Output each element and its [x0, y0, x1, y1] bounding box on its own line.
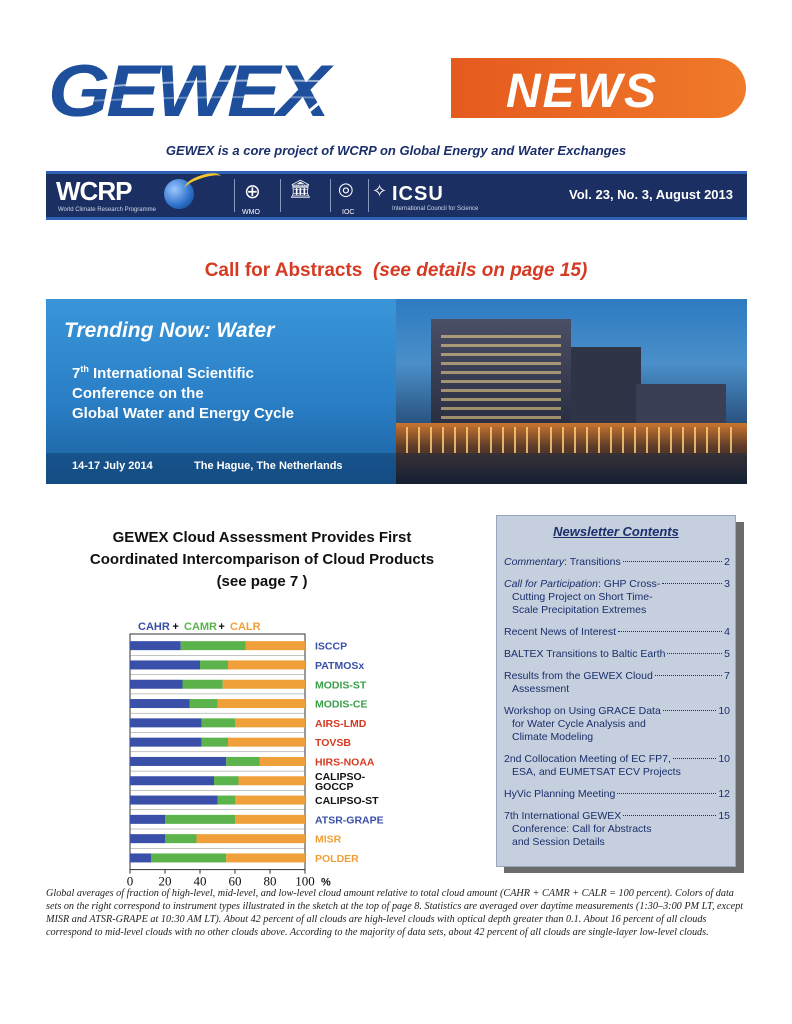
dot-leader [673, 758, 716, 759]
news-title: NEWS [506, 65, 658, 118]
conference-name [72, 359, 372, 424]
contents-item-page: 10 [718, 753, 730, 765]
bar-cahr [130, 776, 214, 785]
divider [280, 179, 281, 212]
masthead [46, 49, 746, 132]
contents-item-page: 5 [724, 648, 730, 660]
dot-leader [617, 793, 716, 794]
contents-item-title: Recent News of Interest [504, 626, 617, 638]
ioc-emblem-icon: ◎ [338, 179, 354, 199]
bar-calr [239, 776, 306, 785]
contents-item-page: 12 [718, 788, 730, 800]
category-label: MODIS-CE [315, 698, 368, 711]
contents-item-continuation: Climate Modeling [512, 731, 594, 743]
call-details: (see details on page 15) [372, 260, 588, 281]
contents-item-first-line [504, 670, 730, 683]
issue-info: Vol. 23, No. 3, August 2013 [569, 187, 733, 202]
banner-title: Trending Now: Water [64, 319, 275, 342]
bar-camr [165, 815, 235, 824]
x-tick-label: 40 [193, 873, 207, 889]
bar-camr [165, 834, 197, 843]
x-tick-label: 0 [126, 873, 134, 889]
bar-camr [202, 738, 228, 747]
bar-camr [181, 641, 246, 650]
category-label: ATSR-GRAPE [315, 814, 384, 827]
contents-item[interactable] [504, 670, 730, 696]
bar-calr [226, 853, 305, 862]
bar-cahr [130, 718, 202, 727]
contents-item-page: 7 [724, 670, 730, 682]
wmo-emblem-icon: ⊕ [244, 181, 261, 203]
conference-place: The Hague, The Netherlands [194, 460, 343, 472]
contents-item-title: 2nd Collocation Meeting of EC FP7, [504, 753, 671, 765]
tagline: GEWEX is a core project of WCRP on Global Energy and Water Exchanges [165, 143, 627, 158]
dot-leader [655, 675, 722, 676]
contents-item-continuation: Scale Precipitation Extremes [512, 604, 647, 616]
category-label: CALIPSO-ST [315, 795, 379, 808]
contents-item-continuation: for Water Cycle Analysis and [512, 718, 646, 730]
call-main: Call for Abstracts [204, 260, 363, 281]
bar-cahr [130, 834, 165, 843]
bar-camr [226, 757, 259, 766]
legend-label: CAHR [138, 621, 170, 633]
category-label: PATMOSx [315, 659, 365, 672]
dot-leader [623, 561, 722, 562]
gewex-logo-text: GEWEX [48, 49, 326, 132]
category-label: GOCCP [315, 780, 354, 793]
contents-item-continuation: Assessment [512, 683, 570, 695]
contents-item-page: 4 [724, 626, 730, 638]
contents-item[interactable] [504, 810, 730, 849]
bar-cahr [130, 641, 181, 650]
contents-item[interactable] [504, 626, 730, 639]
x-tick-label: 20 [158, 873, 172, 889]
conf-num: 7 [72, 365, 81, 382]
bar-cahr [130, 853, 151, 862]
contents-item-first-line [504, 753, 730, 766]
article-headline: GEWEX Cloud Assessment Provides First Coordinated Intercomparison of Cloud Products (see page 7 ) [89, 529, 435, 590]
contents-item-italic: Call for Participation [504, 578, 598, 590]
bar-cahr [130, 815, 165, 824]
category-label: HIRS-NOAA [315, 756, 375, 769]
contents-item[interactable] [504, 648, 730, 661]
legend-label: + [172, 621, 179, 633]
dot-leader [662, 583, 722, 584]
conf-line2: Conference on the [72, 385, 204, 402]
legend-label: + [218, 621, 225, 633]
bar-cahr [130, 660, 200, 669]
bar-calr [235, 815, 305, 824]
hotel-building [431, 319, 571, 437]
plaza-lights [406, 427, 736, 453]
contents-item-first-line [504, 788, 730, 801]
conf-line1: International Scientific [88, 365, 254, 382]
x-tick-label: 100 [295, 873, 315, 889]
bar-camr [183, 680, 223, 689]
category-label: CALIPSO- [315, 770, 366, 783]
legend-label: CALR [230, 621, 261, 633]
unesco-temple-icon: 🏛 [289, 179, 312, 199]
bar-calr [246, 641, 306, 650]
category-label: POLDER [315, 852, 359, 865]
contents-item[interactable] [504, 556, 730, 569]
x-unit-label: % [321, 876, 331, 889]
cloud-amount-chart [115, 618, 415, 889]
category-label: TOVSB [315, 737, 351, 750]
contents-item-title: Call for Participation: GHP Cross- [504, 578, 661, 590]
bar-calr [197, 834, 306, 843]
partner-bar-bottom-strip [46, 217, 747, 220]
contents-item-page: 15 [718, 810, 730, 822]
contents-item-first-line [504, 578, 730, 591]
contents-item-continuation: and Session Details [512, 836, 605, 848]
contents-item-page: 3 [724, 578, 730, 590]
bar-calr [235, 796, 305, 805]
category-label: AIRS-LMD [315, 717, 367, 730]
contents-item-title: Workshop on Using GRACE Data [504, 705, 661, 717]
contents-item-continuation: Conference: Call for Abstracts [512, 823, 652, 835]
ioc-label: IOC [342, 209, 355, 216]
dot-leader [623, 815, 716, 816]
dot-leader [618, 631, 722, 632]
bar-camr [151, 853, 226, 862]
bar-calr [228, 660, 305, 669]
call-for-abstracts [0, 260, 792, 282]
conf-sup: th [80, 364, 89, 374]
divider [368, 179, 369, 212]
icsu-logo-text: ICSU [392, 183, 444, 205]
partner-bar-top-strip [46, 171, 747, 174]
building-windows [441, 335, 561, 421]
category-label: MISR [315, 833, 342, 846]
contents-item[interactable] [504, 753, 730, 779]
contents-item-title: Results from the GEWEX Cloud [504, 670, 653, 682]
bar-camr [214, 776, 239, 785]
conf-line3: Global Water and Energy Cycle [72, 405, 295, 422]
newsletter-contents [496, 515, 736, 867]
category-label: ISCCP [315, 640, 348, 653]
dot-leader [667, 653, 722, 654]
conference-dates: 14-17 July 2014 [72, 460, 153, 472]
icsu-subtitle: International Council for Science [392, 206, 479, 212]
divider [330, 179, 331, 212]
bar-camr [202, 718, 235, 727]
contents-title: Newsletter Contents [553, 524, 679, 539]
contents-item-title: 7th International GEWEX [504, 810, 622, 822]
dot-leader [663, 710, 717, 711]
legend-label: CAMR [184, 621, 217, 633]
contents-item-title: HyVic Planning Meeting [504, 788, 616, 800]
contents-item-continuation: ESA, and EUMETSAT ECV Projects [512, 766, 681, 778]
contents-item-italic: Commentary [504, 556, 565, 568]
category-label: MODIS-ST [315, 679, 367, 692]
contents-item[interactable] [504, 705, 730, 744]
contents-item[interactable] [504, 578, 730, 617]
contents-item-first-line [504, 556, 730, 569]
partner-bar [46, 171, 747, 220]
contents-item-page: 2 [724, 556, 730, 568]
bar-camr [190, 699, 218, 708]
bar-camr [200, 660, 228, 669]
bar-calr [260, 757, 306, 766]
figure-caption: Global averages of fraction of high-level, mid-level, and low-level cloud amount relative to total cloud amount (CAHR + CAMR + CALR = 100 percent). Colors of data sets on the right correspond to instrument types illustrated in the sketch at the top of page 8. Statistics are averaged over daytime measurements (1:30–3:00 PM LT, except MISR and ATSR-GRAPE at 10:30 AM LT). About 42 percent of all clouds are high-level clouds with optical depth greater than 0.1. About 16 percent of all clouds correspond to mid-level clouds with no other clouds above. According to the majority of data sets, about 42 percent of all clouds are single-layer low-level clouds. [46, 888, 744, 938]
gewex-logo [46, 49, 486, 132]
contents-item-page: 10 [718, 705, 730, 717]
bar-calr [228, 738, 305, 747]
wcrp-logo-text: WCRP [56, 176, 132, 206]
contents-list [504, 556, 730, 858]
conference-banner [46, 299, 747, 484]
bar-cahr [130, 757, 226, 766]
contents-item-first-line [504, 705, 730, 718]
wmo-label: WMO [242, 209, 260, 216]
contents-item-first-line [504, 810, 730, 823]
contents-item-first-line [504, 626, 730, 639]
contents-item-title: BALTEX Transitions to Baltic Earth [504, 648, 666, 660]
icsu-compass-icon: ✧ [372, 181, 388, 201]
contents-item[interactable] [504, 788, 730, 801]
divider [234, 179, 235, 212]
bar-calr [218, 699, 306, 708]
contents-item-continuation: Cutting Project on Short Time- [512, 591, 653, 603]
bar-camr [218, 796, 236, 805]
contents-item-title: Commentary: Transitions [504, 556, 621, 568]
x-tick-label: 80 [263, 873, 277, 889]
bar-calr [235, 718, 305, 727]
x-tick-label: 60 [228, 873, 242, 889]
wcrp-subtitle: World Climate Research Programme [58, 207, 156, 213]
bar-cahr [130, 796, 218, 805]
contents-item-first-line [504, 648, 730, 661]
bar-cahr [130, 738, 202, 747]
bar-calr [223, 680, 305, 689]
bar-cahr [130, 699, 190, 708]
logo-streaks [46, 52, 486, 128]
bar-cahr [130, 680, 183, 689]
